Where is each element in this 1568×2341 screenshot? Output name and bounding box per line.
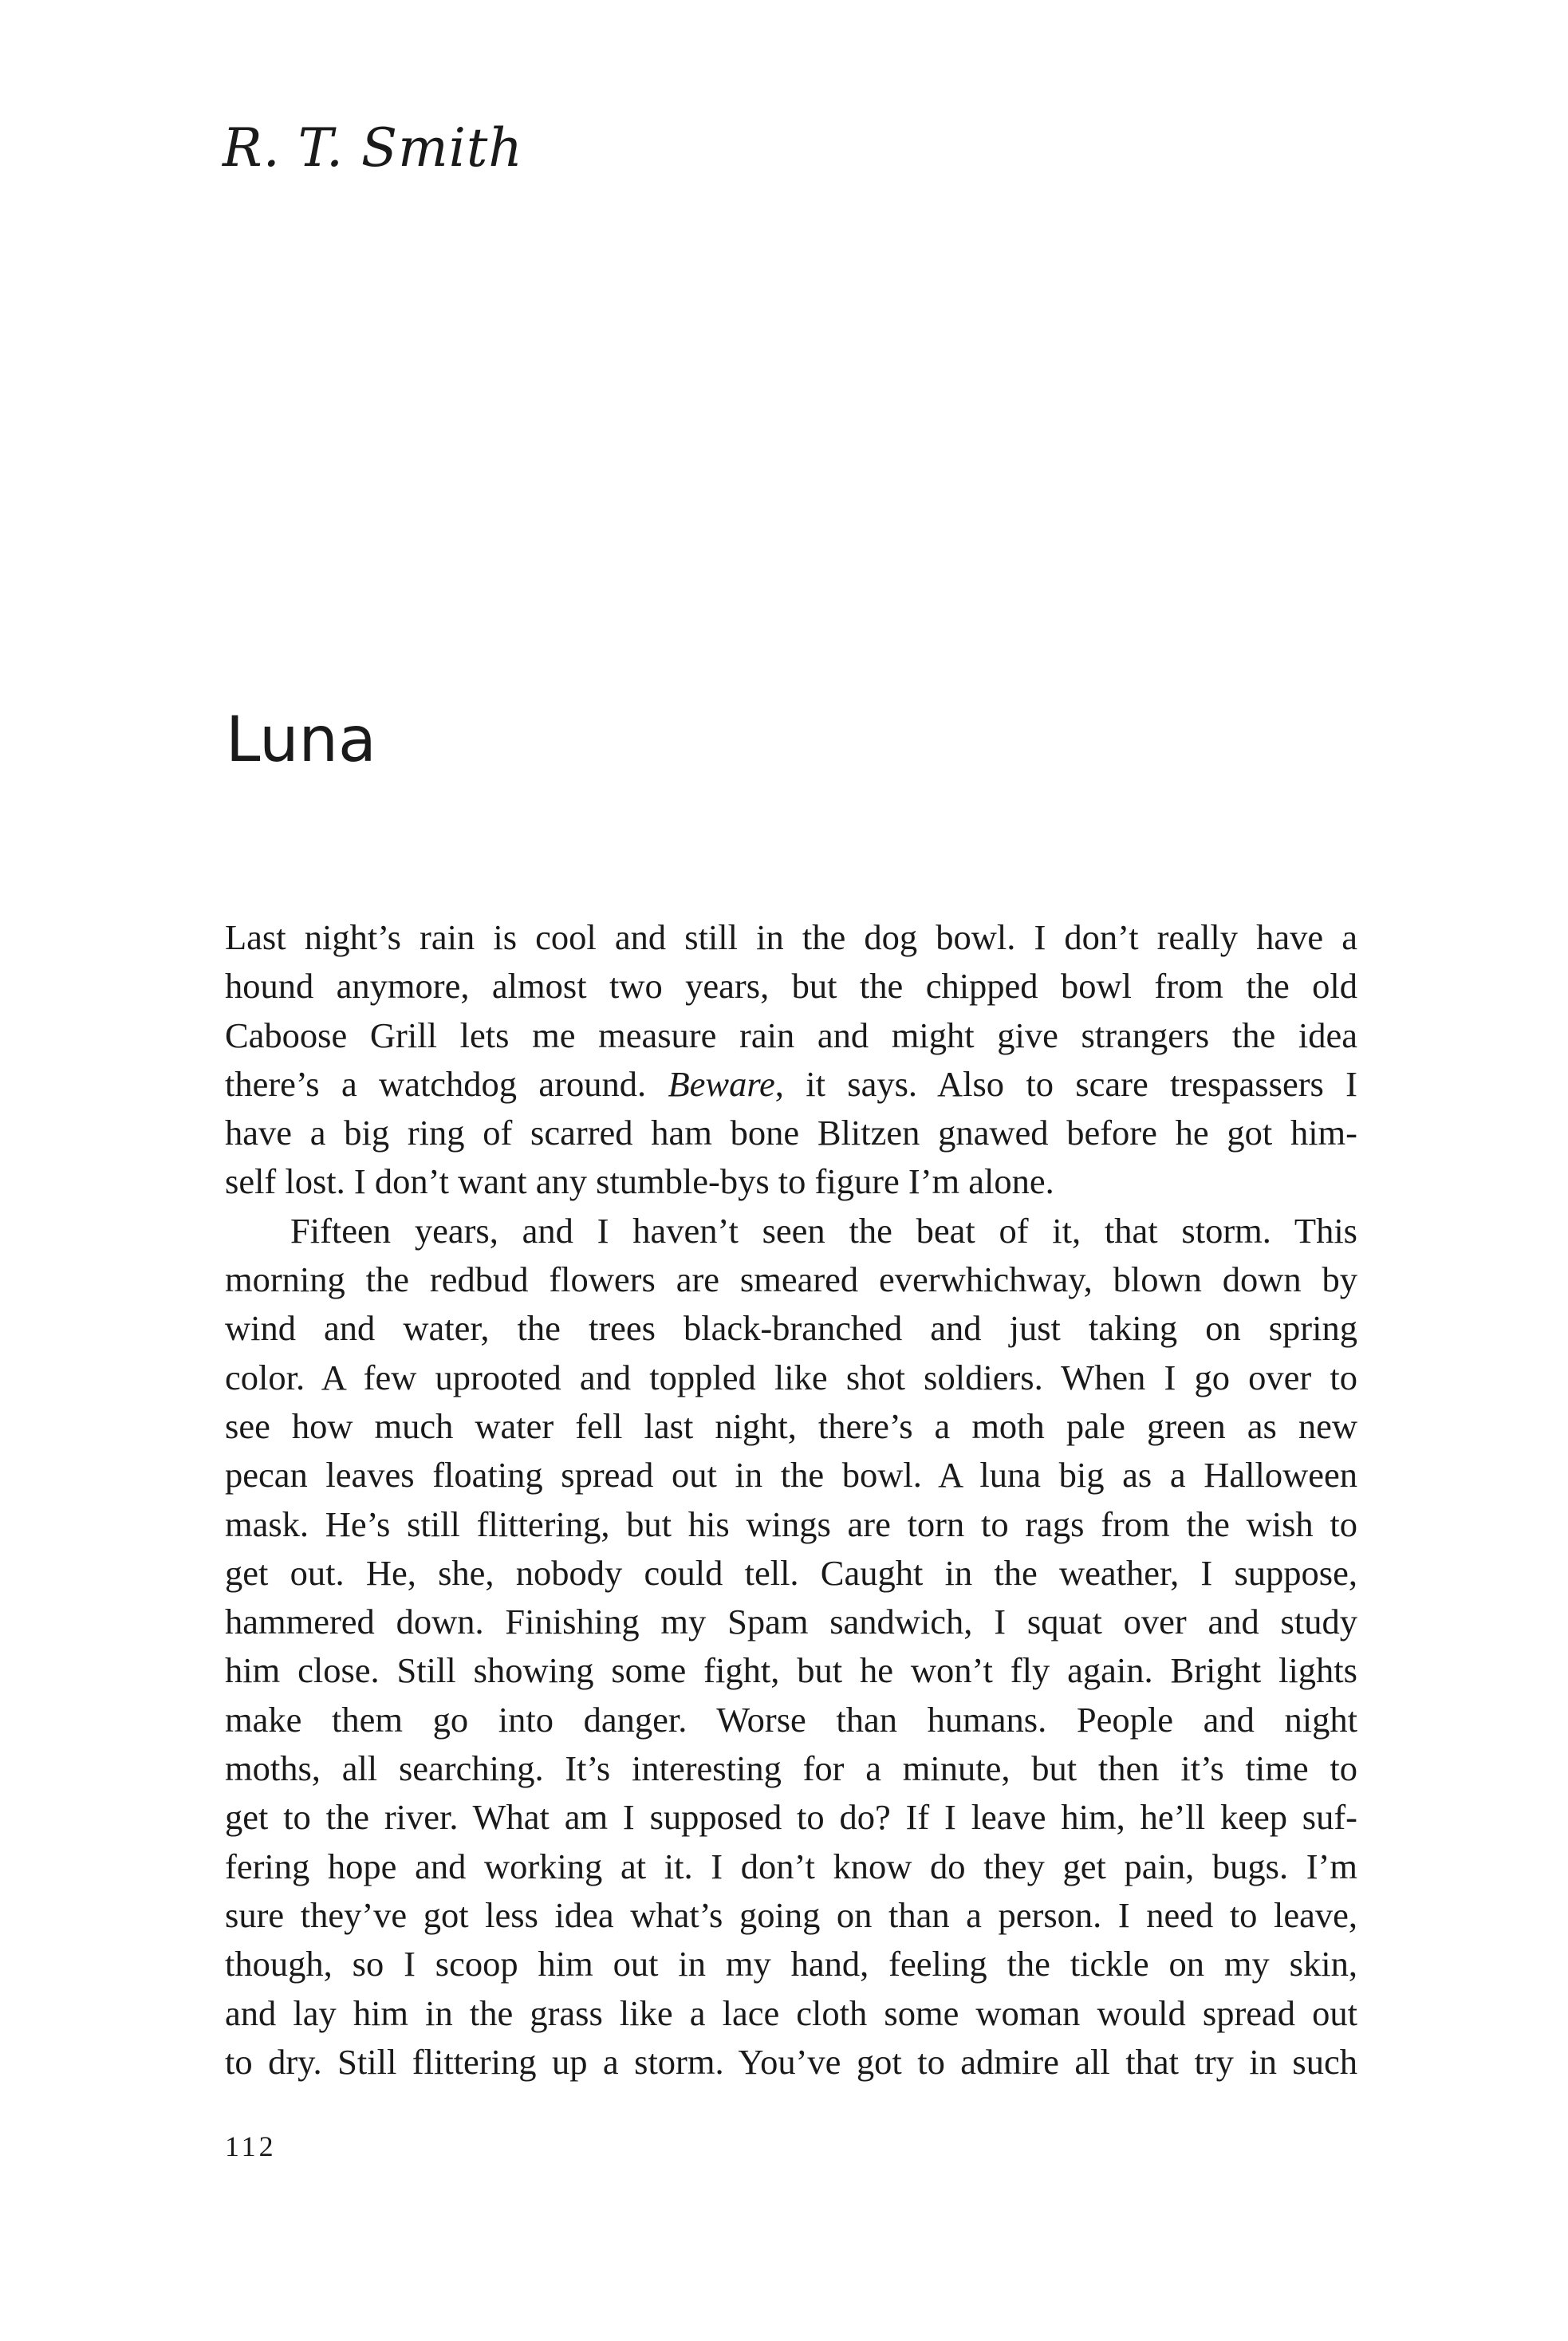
text-line: Caboose Grill lets me measure rain and might give strangers the idea [225, 1015, 1357, 1055]
text-segment: , it says. Also to scare trespassers I [774, 1063, 1357, 1104]
text-line: morning the redbud flowers are smeared everwhichway, blown down by [225, 1259, 1357, 1300]
text-line: fering hope and working at it. I don’t know do they get pain, bugs. I’m [225, 1846, 1357, 1886]
text-line: Fifteen years, and I haven’t seen the beat of it, that storm. This [290, 1210, 1357, 1251]
text-line: see how much water fell last night, there’s a moth pale green as new [225, 1405, 1357, 1446]
text-line: Last night’s rain is cool and still in the dog bowl. I don’t really have a [225, 917, 1357, 957]
story-body [225, 913, 1357, 2087]
text-line: wind and water, the trees black-branched and just taking on spring [225, 1308, 1357, 1349]
page-number: 112 [225, 2130, 277, 2162]
text-line: color. A few uprooted and toppled like shot soldiers. When I go over to [225, 1357, 1357, 1397]
author-name: R. T. Smith [223, 117, 523, 179]
paragraph-2 [225, 1207, 1357, 2087]
text-segment: there’s a watchdog around. [225, 1063, 668, 1104]
text-line: hound anymore, almost two years, but the chipped bowl from the old [225, 966, 1357, 1007]
story-title: Luna [226, 704, 376, 776]
text-line: sure they’ve got less idea what’s going on than a person. I need to leave, [225, 1894, 1357, 1935]
text-line: self lost. I don’t want any stumble-bys to figure I’m alone. [225, 1161, 1054, 1202]
text-line: and lay him in the grass like a lace cloth some woman would spread out [225, 1992, 1357, 2033]
text-line: moths, all searching. It’s interesting for a minute, but then it’s time to [225, 1748, 1357, 1789]
text-line: have a big ring of scarred ham bone Blitzen gnawed before he got him- [225, 1113, 1357, 1153]
text-line: pecan leaves floating spread out in the bowl. A luna big as a Halloween [225, 1455, 1357, 1496]
text-line: though, so I scoop him out in my hand, feeling the tickle on my skin, [225, 1944, 1357, 1984]
text-line: get out. He, she, nobody could tell. Caught in the weather, I suppose, [225, 1552, 1357, 1593]
text-line: to dry. Still flittering up a storm. You’ve got to admire all that try in such [225, 2041, 1357, 2082]
text-line: him close. Still showing some fight, but he won’t fly again. Bright lights [225, 1650, 1357, 1691]
text-line: get to the river. What am I supposed to do? If I leave him, he’ll keep suf- [225, 1797, 1357, 1838]
text-line: make them go into danger. Worse than humans. People and night [225, 1699, 1357, 1740]
emphasized-word: Beware [668, 1063, 775, 1104]
text-line: hammered down. Finishing my Spam sandwich, I squat over and study [225, 1602, 1357, 1642]
text-line: mask. He’s still flittering, but his wings are torn to rags from the wish to [225, 1504, 1357, 1544]
paragraph-1 [225, 913, 1357, 1207]
text-line [225, 1060, 1357, 1109]
